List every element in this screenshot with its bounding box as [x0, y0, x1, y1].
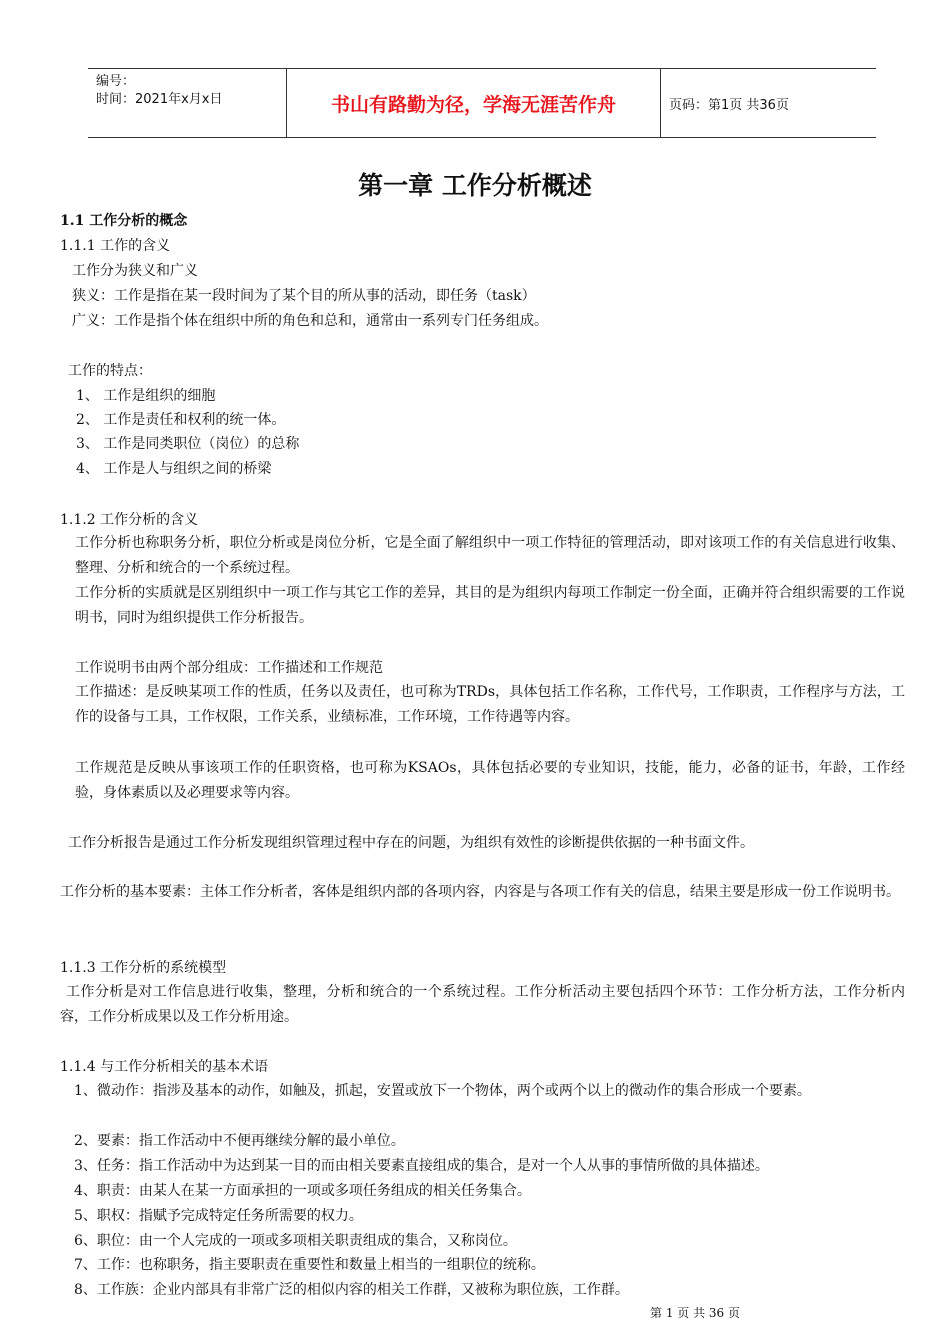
list-item: 2、 工作是责任和权利的统一体。	[76, 412, 286, 428]
subsection-heading: 1.1.4 与工作分析相关的基本术语	[60, 1059, 269, 1075]
paragraph: 工作描述：是反映某项工作的性质，任务以及责任，也可称为TRDs，具体包括工作名称，工作代号，工作职责，工作程序与方法，工作的设备与工具，工作权限，工作关系，业绩标准，工作环境，工作待遇等内容。	[75, 684, 905, 725]
paragraph: 工作分析也称职务分析，职位分析或是岗位分析，它是全面了解组织中一项工作特征的管理活动，即对该项工作的有关信息进行收集、整理、分析和统合的一个系统过程。	[75, 535, 905, 576]
serial-label: 编号：	[96, 74, 136, 89]
paragraph: 工作分析的基本要素：主体工作分析者，客体是组织内部的各项内容，内容是与各项工作有关的信息，结果主要是形成一份工作说明书。	[60, 884, 900, 900]
header-meta-cell	[88, 69, 286, 137]
paragraph: 工作分析报告是通过工作分析发现组织管理过程中存在的问题，为组织有效性的诊断提供依据的一种书面文件。	[68, 835, 754, 851]
paragraph: 工作分析是对工作信息进行收集，整理，分析和统合的一个系统过程。工作分析活动主要包括四个环节：工作分析方法，工作分析内容，工作分析成果以及工作分析用途。	[60, 984, 905, 1025]
list-item: 5、职权：指赋予完成特定任务所需要的权力。	[74, 1208, 363, 1224]
paragraph: 工作分为狭义和广义	[72, 263, 198, 279]
chapter-title: 第一章 工作分析概述	[358, 171, 592, 200]
list-item: 8、工作族：企业内部具有非常广泛的相似内容的相关工作群，又被称为职位族，工作群。	[74, 1282, 629, 1298]
time-label: 时间：2021年x月x日	[96, 92, 223, 107]
list-item: 6、职位：由一个人完成的一项或多项相关职责组成的集合，又称岗位。	[74, 1233, 517, 1249]
list-item: 3、任务：指工作活动中为达到某一目的而由相关要素直接组成的集合，是对一个人从事的事情所做的具体描述。	[74, 1158, 769, 1174]
list-item: 4、 工作是人与组织之间的桥梁	[76, 461, 272, 477]
paragraph: 工作说明书由两个部分组成：工作描述和工作规范	[75, 660, 383, 676]
subsection-heading: 1.1.2 工作分析的含义	[60, 512, 199, 528]
paragraph: 狭义：工作是指在某一段时间为了某个目的所从事的活动，即任务（task）	[72, 288, 536, 304]
header-page-label: 页码：第1页 共36页	[669, 97, 789, 113]
page-footer: 第 1 页 共 36 页	[650, 1306, 740, 1320]
list-item: 1、 工作是组织的细胞	[76, 388, 216, 404]
list-item: 1、微动作：指涉及基本的动作，如触及，抓起，安置或放下一个物体，两个或两个以上的微动作的集合形成一个要素。	[74, 1083, 811, 1099]
list-item: 4、职责：由某人在某一方面承担的一项或多项任务组成的相关任务集合。	[74, 1183, 531, 1199]
list-item: 3、 工作是同类职位（岗位）的总称	[76, 436, 300, 452]
list-item: 2、要素：指工作活动中不便再继续分解的最小单位。	[74, 1133, 405, 1149]
paragraph: 工作分析的实质就是区别组织中一项工作与其它工作的差异，其目的是为组织内每项工作制定一份全面，正确并符合组织需要的工作说明书，同时为组织提供工作分析报告。	[75, 585, 905, 626]
features-title: 工作的特点：	[68, 363, 152, 379]
subsection-heading: 1.1.3 工作分析的系统模型	[60, 960, 227, 976]
document-header-table	[88, 68, 876, 138]
header-motto: 书山有路勤为径，学海无涯苦作舟	[286, 69, 661, 137]
list-item: 7、工作：也称职务，指主要职责在重要性和数量上相当的一组职位的统称。	[74, 1257, 545, 1273]
paragraph: 工作规范是反映从事该项工作的任职资格，也可称为KSAOs，具体包括必要的专业知识，技能，能力，必备的证书，年龄，工作经验，身体素质以及必理要求等内容。	[75, 760, 905, 801]
paragraph: 广义：工作是指个体在组织中所的角色和总和，通常由一系列专门任务组成。	[72, 313, 548, 329]
section-heading: 1.1 工作分析的概念	[60, 213, 188, 229]
subsection-heading: 1.1.1 工作的含义	[60, 238, 171, 254]
